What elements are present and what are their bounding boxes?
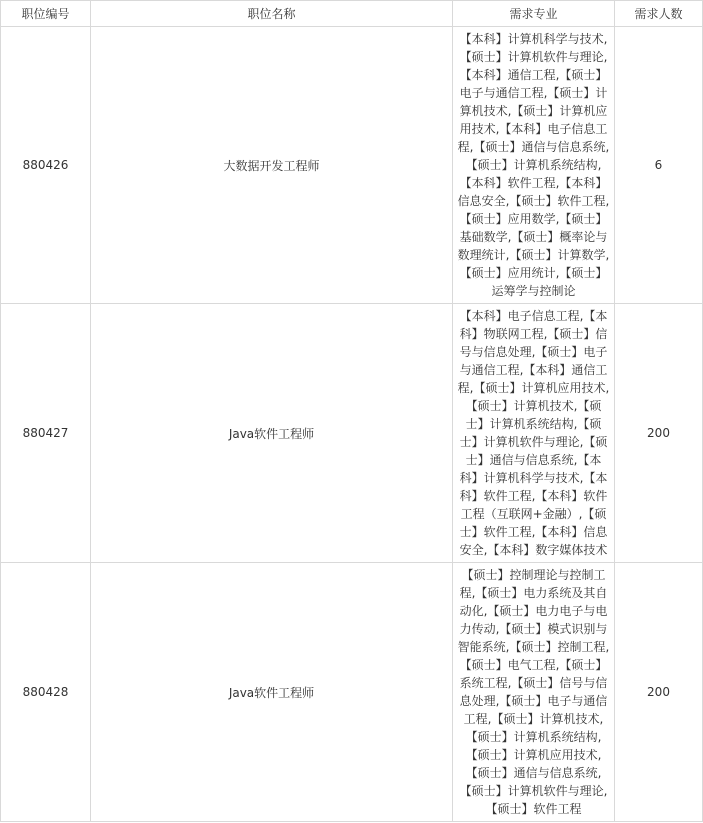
- table-header-row: [1, 1, 703, 27]
- required-majors-cell: 【本科】计算机科学与技术,【硕士】计算机软件与理论,【本科】通信工程,【硕士】电子与通信工程,【硕士】计算机技术,【硕士】计算机应用技术,【本科】电子信息工程,【硕士】通信与信息系统,【硕士】计算机系统结构,【本科】软件工程,【本科】信息安全,【硕士】软件工程,【硕士】应用数学,【硕士】基础数学,【硕士】概率论与数理统计,【硕士】计算数学,【硕士】应用统计,【硕士】运筹学与控制论: [453, 27, 615, 304]
- position-id-cell: 880428: [1, 563, 91, 822]
- header-position-name: 职位名称: [91, 1, 453, 27]
- header-position-id: 职位编号: [1, 1, 91, 27]
- position-name-cell: Java软件工程师: [91, 563, 453, 822]
- table-row: [1, 27, 703, 304]
- header-required-majors: 需求专业: [453, 1, 615, 27]
- required-majors-cell: 【本科】电子信息工程,【本科】物联网工程,【硕士】信号与信息处理,【硕士】电子与通信工程,【本科】通信工程,【硕士】计算机应用技术,【硕士】计算机技术,【硕士】计算机系统结构,【硕士】计算机软件与理论,【硕士】通信与信息系统,【本科】计算机科学与技术,【本科】软件工程,【本科】软件工程（互联网+金融）,【硕士】软件工程,【本科】信息安全,【本科】数字媒体技术: [453, 304, 615, 563]
- table-row: [1, 304, 703, 563]
- position-name-cell: Java软件工程师: [91, 304, 453, 563]
- required-majors-cell: 【硕士】控制理论与控制工程,【硕士】电力系统及其自动化,【硕士】电力电子与电力传动,【硕士】模式识别与智能系统,【硕士】控制工程,【硕士】电气工程,【硕士】系统工程,【硕士】信号与信息处理,【硕士】电子与通信工程,【硕士】计算机技术,【硕士】计算机系统结构,【硕士】计算机应用技术,【硕士】通信与信息系统,【硕士】计算机软件与理论,【硕士】软件工程: [453, 563, 615, 822]
- table-row: [1, 563, 703, 822]
- position-id-cell: 880426: [1, 27, 91, 304]
- header-headcount: 需求人数: [615, 1, 703, 27]
- position-name-cell: 大数据开发工程师: [91, 27, 453, 304]
- position-id-cell: 880427: [1, 304, 91, 563]
- headcount-cell: 200: [615, 563, 703, 822]
- headcount-cell: 6: [615, 27, 703, 304]
- headcount-cell: 200: [615, 304, 703, 563]
